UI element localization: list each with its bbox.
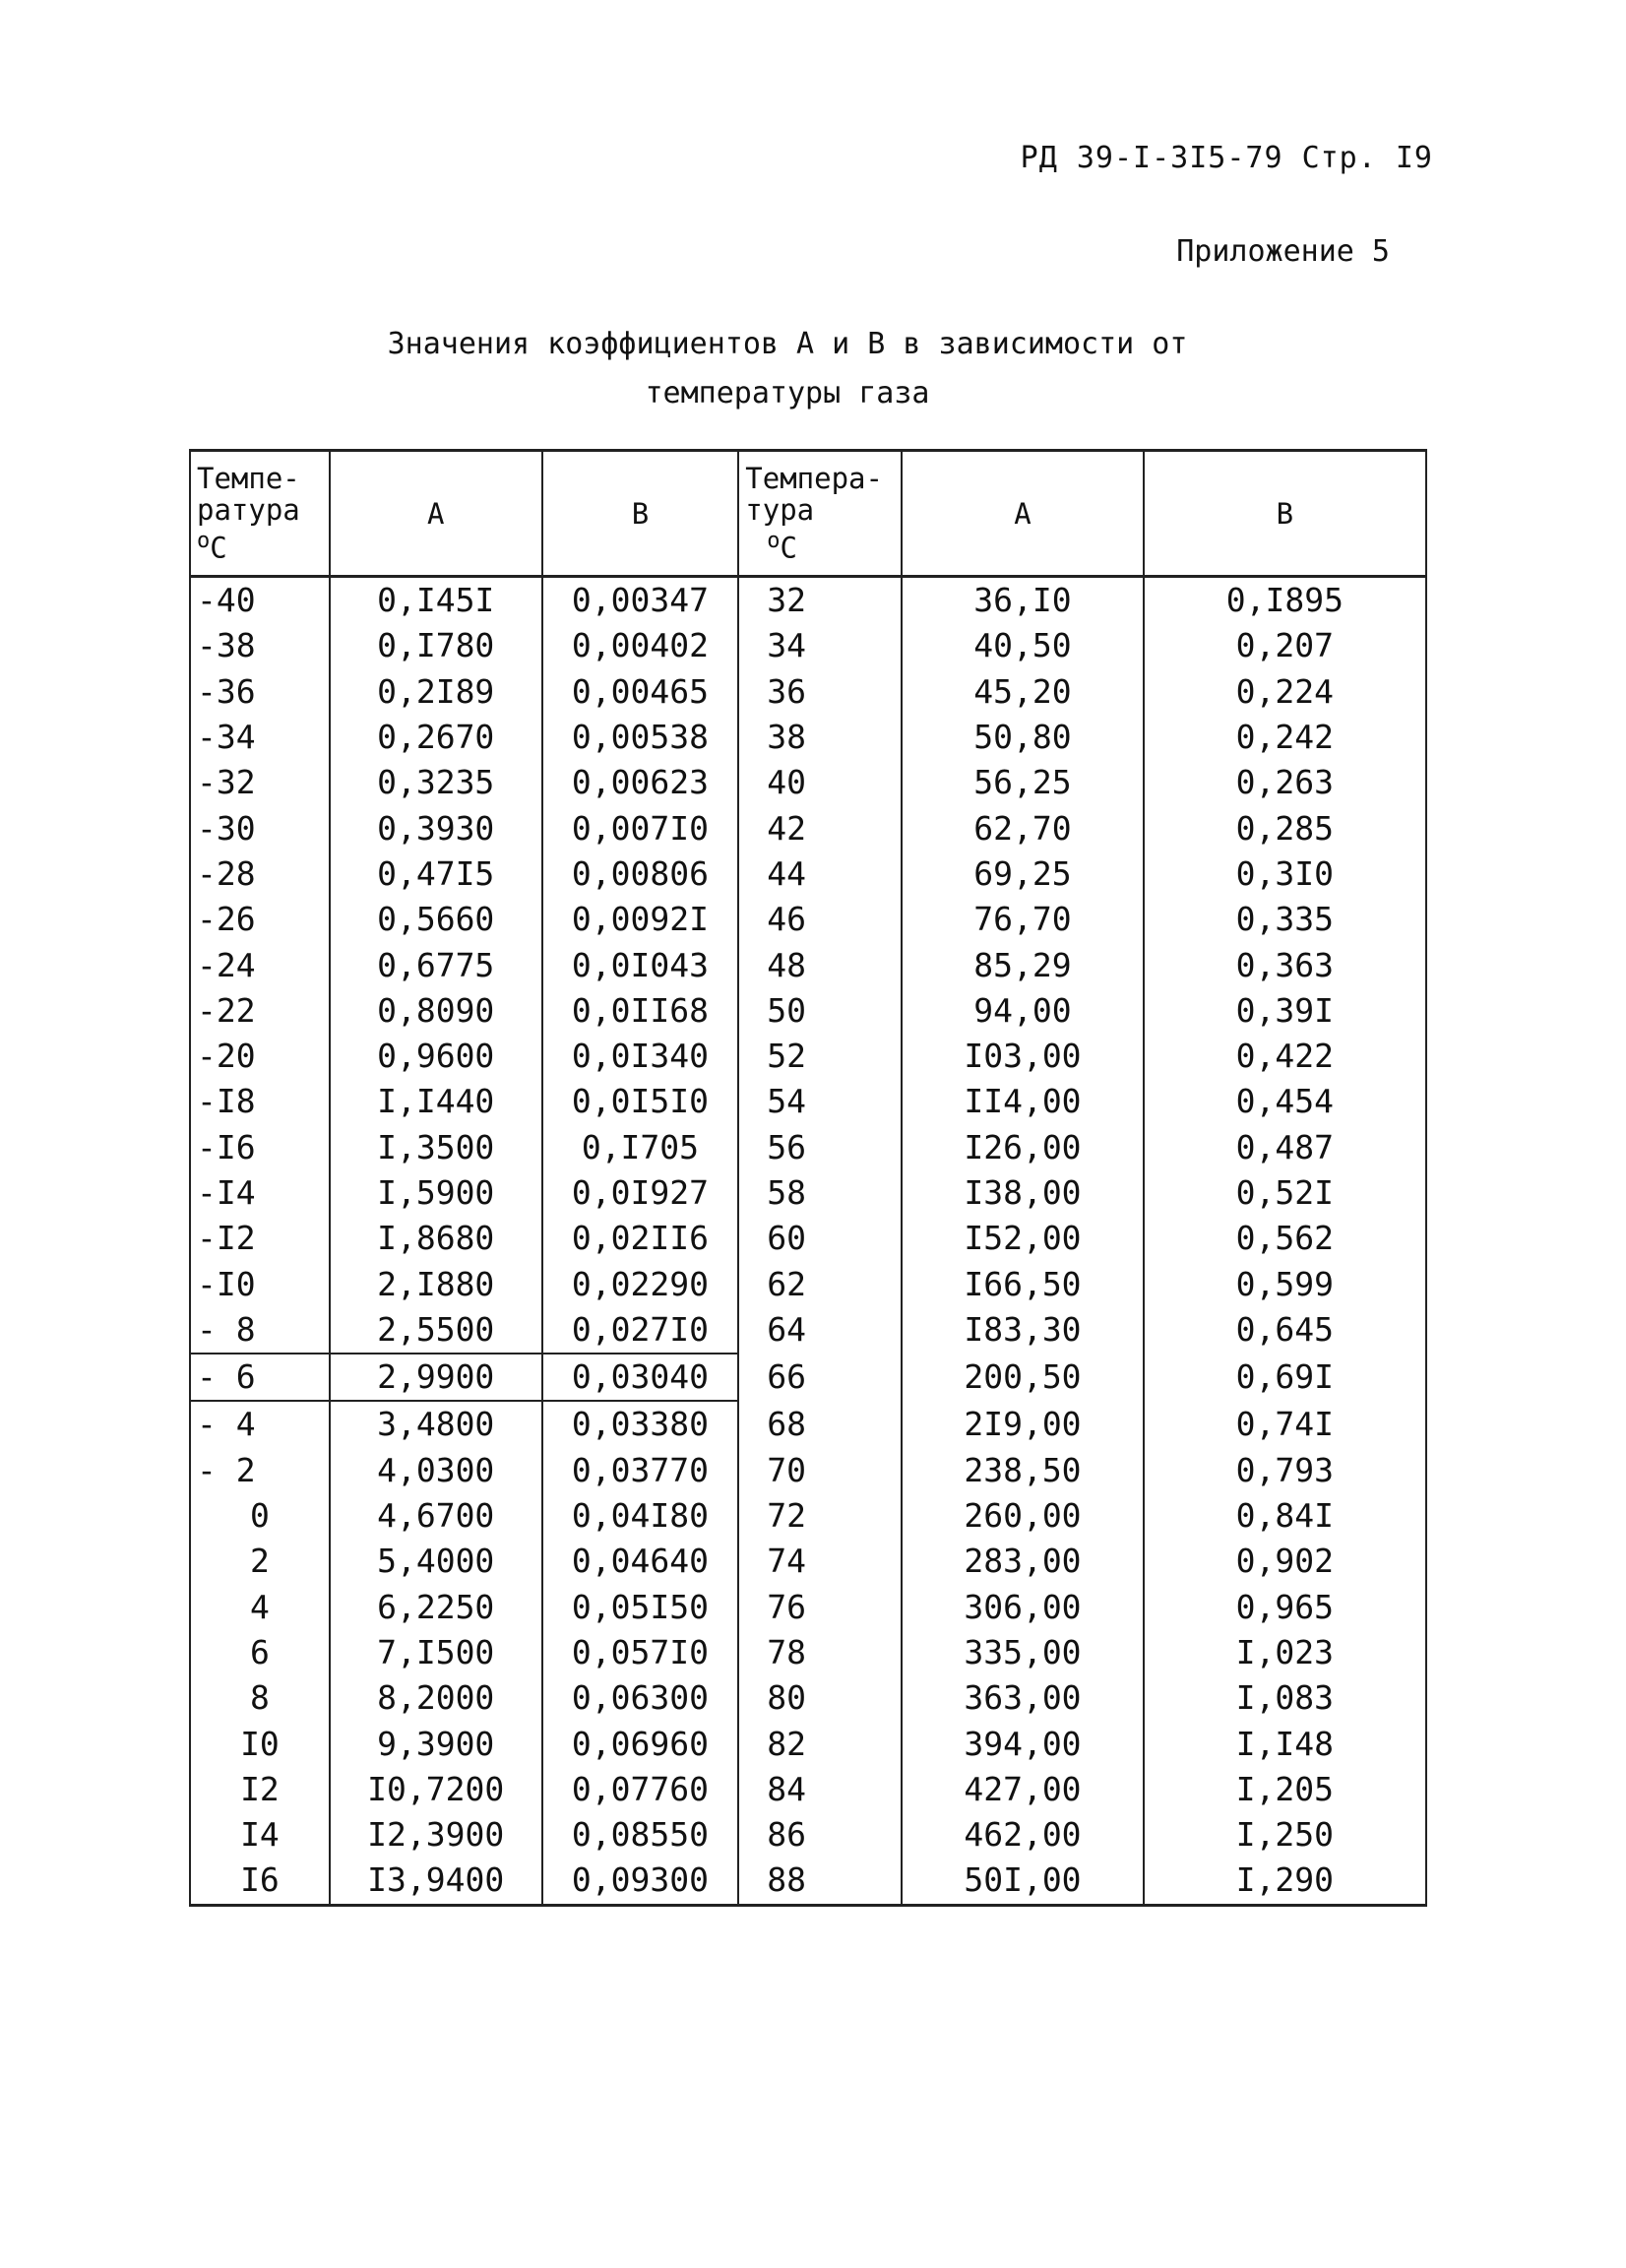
cell-b-left: 0,0I5I0: [542, 1079, 739, 1124]
cell-temp-right: 38: [738, 715, 902, 760]
cell-temp-right: 74: [738, 1539, 902, 1584]
cell-temp-left: - 4: [190, 1401, 330, 1447]
cell-b-right: 0,69I: [1144, 1354, 1426, 1401]
cell-b-left: 0,00806: [542, 851, 739, 897]
cell-a-right: 50I,00: [902, 1858, 1143, 1905]
cell-a-right: 2I9,00: [902, 1401, 1143, 1447]
cell-a-right: 50,80: [902, 715, 1143, 760]
cell-temp-right: 40: [738, 760, 902, 805]
header-b-left: B: [542, 451, 739, 577]
cell-b-right: 0,422: [1144, 1034, 1426, 1079]
coefficient-table: [189, 449, 1427, 1907]
cell-b-right: I,I48: [1144, 1721, 1426, 1766]
cell-a-left: 4,6700: [330, 1493, 542, 1539]
cell-temp-right: 76: [738, 1585, 902, 1630]
cell-temp-left: - 2: [190, 1448, 330, 1493]
cell-temp-left: 4: [190, 1585, 330, 1630]
table-title-line-2: температуры газа: [645, 376, 930, 410]
table-row: [190, 1493, 1426, 1539]
cell-a-right: 200,50: [902, 1354, 1143, 1401]
cell-b-left: 0,0I927: [542, 1170, 739, 1216]
cell-a-left: I2,3900: [330, 1812, 542, 1858]
cell-b-right: 0,52I: [1144, 1170, 1426, 1216]
cell-b-left: 0,04I80: [542, 1493, 739, 1539]
cell-b-left: 0,08550: [542, 1812, 739, 1858]
cell-temp-right: 66: [738, 1354, 902, 1401]
cell-b-right: 0,335: [1144, 897, 1426, 942]
cell-b-left: 0,027I0: [542, 1307, 739, 1354]
cell-b-right: 0,224: [1144, 669, 1426, 715]
cell-b-right: I,023: [1144, 1630, 1426, 1675]
cell-a-right: I38,00: [902, 1170, 1143, 1216]
cell-temp-left: I2: [190, 1767, 330, 1812]
cell-temp-right: 36: [738, 669, 902, 715]
table-row: [190, 1675, 1426, 1721]
cell-temp-right: 58: [738, 1170, 902, 1216]
cell-a-right: 427,00: [902, 1767, 1143, 1812]
cell-temp-right: 78: [738, 1630, 902, 1675]
cell-temp-left: - 8: [190, 1307, 330, 1354]
cell-temp-right: 46: [738, 897, 902, 942]
cell-temp-right: 42: [738, 805, 902, 850]
cell-a-right: 462,00: [902, 1812, 1143, 1858]
cell-b-left: 0,0092I: [542, 897, 739, 942]
cell-a-right: 69,25: [902, 851, 1143, 897]
cell-temp-right: 60: [738, 1216, 902, 1261]
cell-temp-right: 62: [738, 1261, 902, 1306]
cell-a-left: I,5900: [330, 1170, 542, 1216]
cell-b-right: 0,454: [1144, 1079, 1426, 1124]
table-row: [190, 1585, 1426, 1630]
cell-a-right: 335,00: [902, 1630, 1143, 1675]
cell-b-left: 0,00465: [542, 669, 739, 715]
cell-b-right: 0,793: [1144, 1448, 1426, 1493]
cell-temp-left: -26: [190, 897, 330, 942]
cell-b-right: 0,562: [1144, 1216, 1426, 1261]
cell-a-left: 8,2000: [330, 1675, 542, 1721]
cell-temp-left: -32: [190, 760, 330, 805]
cell-b-left: 0,07760: [542, 1767, 739, 1812]
cell-b-right: 0,645: [1144, 1307, 1426, 1354]
cell-b-right: 0,965: [1144, 1585, 1426, 1630]
cell-b-left: 0,05I50: [542, 1585, 739, 1630]
cell-a-right: 56,25: [902, 760, 1143, 805]
table-title-line-1: Значения коэффициентов А и В в зависимости от: [387, 327, 1188, 361]
cell-temp-right: 68: [738, 1401, 902, 1447]
cell-temp-left: -38: [190, 623, 330, 668]
table-row: [190, 1307, 1426, 1354]
cell-a-left: 5,4000: [330, 1539, 542, 1584]
cell-b-right: 0,902: [1144, 1539, 1426, 1584]
cell-a-right: 85,29: [902, 942, 1143, 987]
cell-a-right: 76,70: [902, 897, 1143, 942]
cell-b-right: 0,242: [1144, 715, 1426, 760]
cell-b-left: 0,02II6: [542, 1216, 739, 1261]
table-body: [190, 577, 1426, 1906]
cell-a-left: 0,2670: [330, 715, 542, 760]
cell-temp-right: 72: [738, 1493, 902, 1539]
cell-b-left: 0,09300: [542, 1858, 739, 1905]
cell-temp-right: 48: [738, 942, 902, 987]
cell-a-right: 283,00: [902, 1539, 1143, 1584]
cell-a-left: 0,47I5: [330, 851, 542, 897]
cell-temp-right: 52: [738, 1034, 902, 1079]
header-a-right: A: [902, 451, 1143, 577]
table-row: [190, 1630, 1426, 1675]
table-row: [190, 1170, 1426, 1216]
cell-a-right: 62,70: [902, 805, 1143, 850]
cell-temp-left: -30: [190, 805, 330, 850]
cell-a-left: I0,7200: [330, 1767, 542, 1812]
table-row: [190, 897, 1426, 942]
cell-a-right: 36,I0: [902, 577, 1143, 624]
cell-temp-left: I4: [190, 1812, 330, 1858]
header-temperature-left: Темпе- ратура $^о$C: [190, 451, 330, 577]
cell-a-left: 0,8090: [330, 988, 542, 1034]
cell-a-left: 9,3900: [330, 1721, 542, 1766]
cell-b-right: 0,74I: [1144, 1401, 1426, 1447]
cell-a-right: II4,00: [902, 1079, 1143, 1124]
cell-a-right: 94,00: [902, 988, 1143, 1034]
cell-b-left: 0,06960: [542, 1721, 739, 1766]
cell-temp-left: -28: [190, 851, 330, 897]
cell-b-right: 0,39I: [1144, 988, 1426, 1034]
cell-temp-left: I0: [190, 1721, 330, 1766]
cell-b-left: 0,057I0: [542, 1630, 739, 1675]
cell-temp-left: -40: [190, 577, 330, 624]
cell-a-left: 2,5500: [330, 1307, 542, 1354]
table-row: [190, 577, 1426, 624]
table-title: [295, 320, 1280, 418]
table-row: [190, 1401, 1426, 1447]
table-header-row: [190, 451, 1426, 577]
cell-temp-left: 8: [190, 1675, 330, 1721]
cell-temp-right: 84: [738, 1767, 902, 1812]
cell-a-left: I,8680: [330, 1216, 542, 1261]
cell-b-right: 0,207: [1144, 623, 1426, 668]
cell-b-left: 0,0II68: [542, 988, 739, 1034]
table-row: [190, 1721, 1426, 1766]
cell-a-right: I26,00: [902, 1125, 1143, 1170]
cell-temp-right: 44: [738, 851, 902, 897]
cell-b-left: 0,03040: [542, 1354, 739, 1401]
cell-temp-left: -I6: [190, 1125, 330, 1170]
cell-b-right: 0,487: [1144, 1125, 1426, 1170]
table-row: [190, 988, 1426, 1034]
cell-a-left: 4,0300: [330, 1448, 542, 1493]
cell-temp-right: 88: [738, 1858, 902, 1905]
cell-b-right: 0,285: [1144, 805, 1426, 850]
table-row: [190, 1354, 1426, 1401]
cell-b-left: 0,04640: [542, 1539, 739, 1584]
cell-b-left: 0,0I340: [542, 1034, 739, 1079]
cell-a-right: 260,00: [902, 1493, 1143, 1539]
cell-a-right: 40,50: [902, 623, 1143, 668]
cell-a-left: 0,I780: [330, 623, 542, 668]
cell-b-left: 0,00623: [542, 760, 739, 805]
cell-a-right: 45,20: [902, 669, 1143, 715]
cell-a-right: 394,00: [902, 1721, 1143, 1766]
document-reference: РД 39-I-3I5-79 Стр. I9: [1020, 141, 1433, 175]
cell-a-left: 6,2250: [330, 1585, 542, 1630]
cell-temp-left: -I8: [190, 1079, 330, 1124]
cell-temp-left: -24: [190, 942, 330, 987]
cell-temp-right: 50: [738, 988, 902, 1034]
cell-a-left: 0,9600: [330, 1034, 542, 1079]
header-b-right: B: [1144, 451, 1426, 577]
cell-a-left: I,I440: [330, 1079, 542, 1124]
cell-temp-right: 34: [738, 623, 902, 668]
cell-temp-left: -20: [190, 1034, 330, 1079]
table-row: [190, 669, 1426, 715]
cell-a-right: 363,00: [902, 1675, 1143, 1721]
cell-b-right: I,083: [1144, 1675, 1426, 1721]
table-row: [190, 1125, 1426, 1170]
cell-a-left: 0,6775: [330, 942, 542, 987]
cell-a-left: 0,I45I: [330, 577, 542, 624]
cell-temp-right: 56: [738, 1125, 902, 1170]
cell-a-right: I52,00: [902, 1216, 1143, 1261]
cell-b-left: 0,007I0: [542, 805, 739, 850]
cell-a-right: 306,00: [902, 1585, 1143, 1630]
cell-b-right: 0,I895: [1144, 577, 1426, 624]
cell-b-right: 0,599: [1144, 1261, 1426, 1306]
cell-a-right: I66,50: [902, 1261, 1143, 1306]
cell-b-right: 0,3I0: [1144, 851, 1426, 897]
cell-b-left: 0,0I043: [542, 942, 739, 987]
cell-a-right: I83,30: [902, 1307, 1143, 1354]
cell-temp-left: - 6: [190, 1354, 330, 1401]
cell-b-right: 0,263: [1144, 760, 1426, 805]
cell-temp-right: 86: [738, 1812, 902, 1858]
cell-temp-right: 82: [738, 1721, 902, 1766]
cell-a-left: 0,3930: [330, 805, 542, 850]
cell-temp-right: 32: [738, 577, 902, 624]
cell-temp-left: I6: [190, 1858, 330, 1905]
cell-a-left: 7,I500: [330, 1630, 542, 1675]
cell-temp-left: 2: [190, 1539, 330, 1584]
table-row: [190, 1858, 1426, 1905]
cell-temp-right: 80: [738, 1675, 902, 1721]
cell-temp-left: 6: [190, 1630, 330, 1675]
cell-a-left: 0,3235: [330, 760, 542, 805]
cell-a-left: 0,2I89: [330, 669, 542, 715]
table-row: [190, 760, 1426, 805]
appendix-label: Приложение 5: [1176, 234, 1390, 269]
cell-a-left: 2,9900: [330, 1354, 542, 1401]
cell-temp-left: -36: [190, 669, 330, 715]
cell-temp-right: 70: [738, 1448, 902, 1493]
table-row: [190, 1261, 1426, 1306]
cell-a-left: I,3500: [330, 1125, 542, 1170]
table-row: [190, 1539, 1426, 1584]
table-row: [190, 715, 1426, 760]
cell-a-right: I03,00: [902, 1034, 1143, 1079]
table-row: [190, 805, 1426, 850]
table-row: [190, 1448, 1426, 1493]
cell-b-left: 0,00538: [542, 715, 739, 760]
cell-b-right: I,205: [1144, 1767, 1426, 1812]
cell-b-left: 0,I705: [542, 1125, 739, 1170]
cell-temp-right: 54: [738, 1079, 902, 1124]
table-row: [190, 1812, 1426, 1858]
cell-b-right: I,250: [1144, 1812, 1426, 1858]
cell-temp-left: -22: [190, 988, 330, 1034]
cell-b-left: 0,06300: [542, 1675, 739, 1721]
cell-a-left: 2,I880: [330, 1261, 542, 1306]
table-row: [190, 623, 1426, 668]
cell-a-left: 3,4800: [330, 1401, 542, 1447]
cell-b-left: 0,03770: [542, 1448, 739, 1493]
header-temperature-right: Темпера- тура $^о$C: [738, 451, 902, 577]
cell-temp-right: 64: [738, 1307, 902, 1354]
table-row: [190, 1034, 1426, 1079]
cell-a-left: 0,5660: [330, 897, 542, 942]
cell-b-left: 0,00347: [542, 577, 739, 624]
table-row: [190, 1767, 1426, 1812]
cell-a-left: I3,9400: [330, 1858, 542, 1905]
cell-a-right: 238,50: [902, 1448, 1143, 1493]
cell-temp-left: 0: [190, 1493, 330, 1539]
cell-b-right: 0,84I: [1144, 1493, 1426, 1539]
cell-b-left: 0,00402: [542, 623, 739, 668]
cell-b-left: 0,03380: [542, 1401, 739, 1447]
cell-b-right: 0,363: [1144, 942, 1426, 987]
cell-b-left: 0,02290: [542, 1261, 739, 1306]
header-a-left: A: [330, 451, 542, 577]
table-row: [190, 1079, 1426, 1124]
cell-temp-left: -34: [190, 715, 330, 760]
cell-temp-left: -I0: [190, 1261, 330, 1306]
table-row: [190, 1216, 1426, 1261]
cell-b-right: I,290: [1144, 1858, 1426, 1905]
table-row: [190, 851, 1426, 897]
cell-temp-left: -I2: [190, 1216, 330, 1261]
table-row: [190, 942, 1426, 987]
cell-temp-left: -I4: [190, 1170, 330, 1216]
